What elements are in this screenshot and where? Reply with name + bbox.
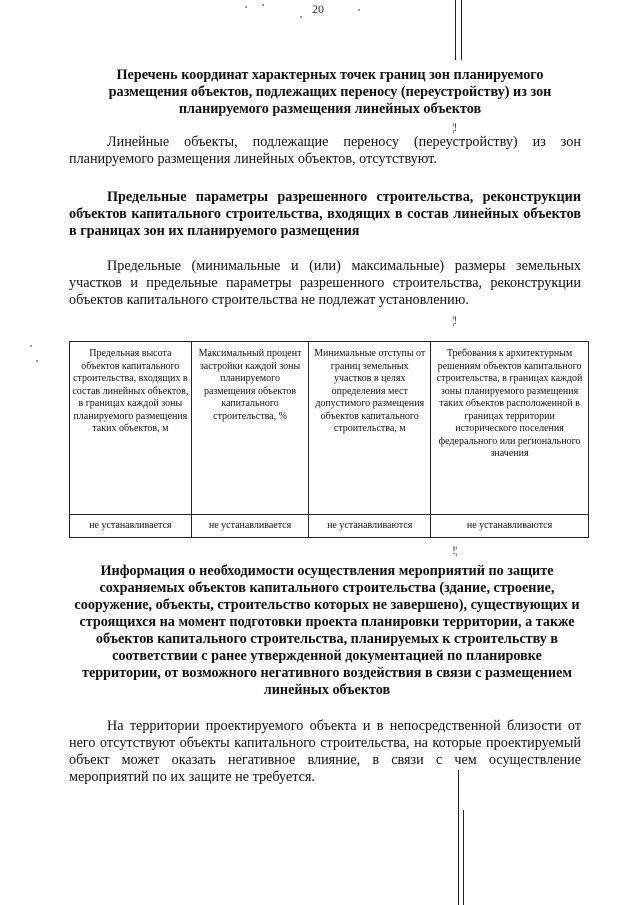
header-min-setbacks: Минимальные отступы от границ земельных участков в целях определения мест допустимого размещения объектов капитального строительства, м: [309, 342, 431, 515]
scan-mark: ¦!: [452, 120, 457, 134]
page-number: 20: [312, 2, 324, 16]
section-title-coordinates: Перечень координат характерных точек границ зон планируемого размещения объектов, подлежащих переносу (переустройству) из зон планируемого размещения линейных объектов: [108, 67, 552, 117]
value-min-setbacks: не устанавливаются: [309, 515, 431, 538]
scan-mark: ¦!: [452, 313, 457, 327]
value-architecture-requirements: не устанавливаются: [431, 515, 589, 538]
scan-noise: [245, 6, 247, 8]
value-max-coverage: не устанавливается: [191, 515, 309, 538]
scan-noise: [358, 9, 360, 11]
scan-noise: [36, 360, 38, 362]
scan-margin-line: [458, 770, 459, 905]
scan-margin-line: [461, 0, 462, 60]
parameters-table: [69, 341, 589, 538]
section-title-parameters: Предельные параметры разрешенного строительства, реконструкции объектов капитального строительства, входящих в состав линейных объектов в границах зон их планируемого размещения: [69, 189, 581, 239]
scan-mark: !¦: [452, 543, 457, 557]
value-max-height: не устанавливается: [70, 515, 192, 538]
table-header-row: [70, 342, 589, 515]
scan-margin-line: [463, 810, 464, 905]
scan-noise: [30, 345, 32, 347]
scan-noise: [262, 4, 264, 6]
header-max-coverage: Максимальный процент застройки каждой зоны планируемого размещения объектов капитального строительства, %: [191, 342, 309, 515]
paragraph-protection-measures: На территории проектируемого объекта и в непосредственной близости от него отсутствуют объекты капитального строительства, на которые проектируемый объект может оказать негативное влияние, в связи с чем осуществление мероприятий по их защите не требуется.: [69, 718, 581, 785]
scan-margin-line: [455, 0, 456, 60]
section-title-protection-measures: Информация о необходимости осуществления мероприятий по защите сохраняемых объектов капитального строительства (здание, строение, сооружение, объекты, строительство которых не завершено), существующих и строящихся на момент подготовки проекта планировки территории, а также объектов капитального строительства, планируемых к строительству в соответствии с ранее утвержденной документацией по планировке территории, от возможного негативного воздействия в связи с размещением линейных объектов: [74, 563, 580, 698]
header-architecture-requirements: Требования к архитектурным решениям объектов капитального строительства, в границах каждой зоны планируемого размещения таких объектов расположенной в границах территории исторического поселения федерального или регионального значения: [431, 342, 589, 515]
table-row: [70, 515, 589, 538]
header-max-height: Предельная высота объектов капитального строительства, входящих в состав линейных объектов, в границах каждой зоны планируемого размещения таких объектов, м: [70, 342, 192, 515]
scan-noise: [300, 16, 302, 18]
paragraph-parameters: Предельные (минимальные и (или) максимальные) размеры земельных участков и предельные параметры разрешенного строительства, реконструкции объектов капитального строительства не подлежат установлению.: [69, 258, 581, 308]
paragraph-linear-objects: Линейные объекты, подлежащие переносу (переустройству) из зон планируемого размещения линейных объектов, отсутствуют.: [69, 134, 581, 167]
